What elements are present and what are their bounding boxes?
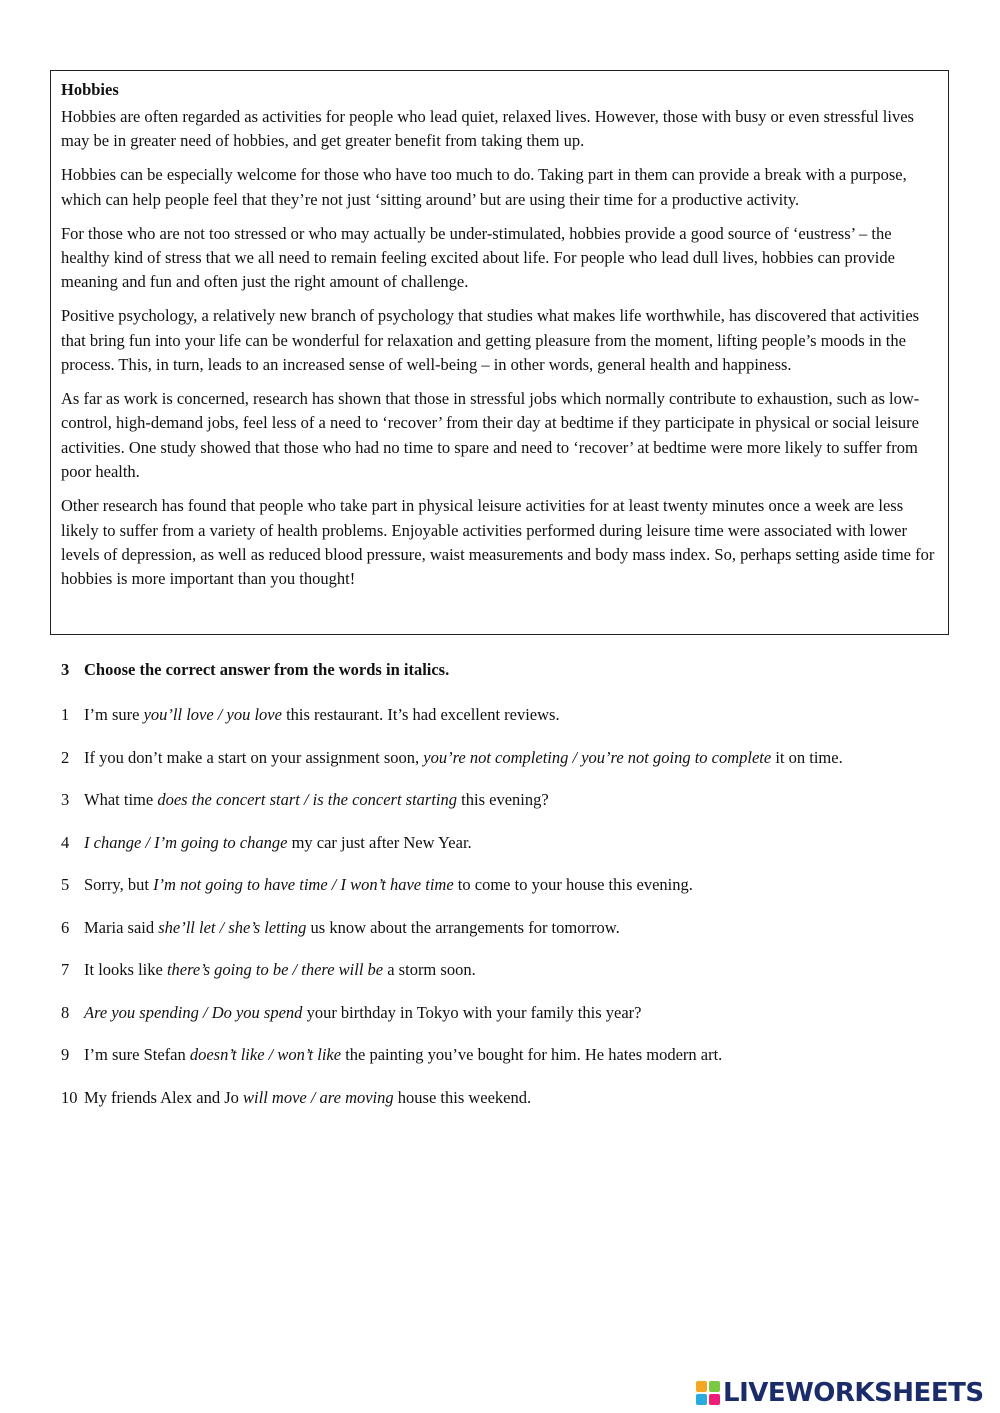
question-text-before: Sorry, but xyxy=(84,875,154,894)
question-options[interactable]: you’re not completing / you’re not going to complete xyxy=(423,747,772,767)
question-text-after: the painting you’ve bought for him. He hates modern art. xyxy=(341,1045,723,1064)
reading-paragraph-6: Other research has found that people who take part in physical leisure activities for at least twenty minutes once a week are less likely to suffer from a variety of health problems. Enjoyable activities performed during leisure time were associated with lower levels of depression, as well as reduced blood pressure, waist measurements and body mass index. So, perhaps setting aside time for hobbies is more important than you thought! xyxy=(61,496,935,589)
question-number: 2 xyxy=(61,747,70,767)
logo-square-3 xyxy=(696,1394,707,1405)
question-number: 3 xyxy=(61,790,70,809)
question-options[interactable]: I change / I’m going to change xyxy=(84,832,288,852)
question-options[interactable]: I’m not going to have time / I won’t have time xyxy=(153,875,454,894)
reading-paragraph-2: Hobbies can be especially welcome for those who have too much to do. Taking part in them can provide a break with a purpose, which can help people feel that they’re not just ‘sitting around’ but are using their time for a productive activity. xyxy=(61,165,907,209)
exercise-number: 3 xyxy=(61,660,70,679)
logo-square-1 xyxy=(696,1381,707,1392)
question-item xyxy=(61,958,961,1001)
question-item xyxy=(61,1001,961,1044)
question-options[interactable]: there’s going to be / there will be xyxy=(166,960,384,979)
question-text-before: I’m sure Stefan xyxy=(84,1045,190,1064)
question-text-before: If you don’t make a start on your assignment soon, xyxy=(84,747,424,767)
reading-paragraph-1: Hobbies are often regarded as activities for people who lead quiet, relaxed lives. However, those with busy or even stressful lives may be in greater need of hobbies, and get greater benefit from taking them up. xyxy=(61,107,914,151)
liveworksheets-logo xyxy=(696,1378,984,1408)
question-text-after: a storm soon. xyxy=(383,960,476,979)
reading-passage-box xyxy=(50,70,949,635)
question-text-after: us know about the arrangements for tomorrow. xyxy=(306,917,620,937)
question-options[interactable]: will move / are moving xyxy=(243,1087,394,1107)
question-text-after: this restaurant. It’s had excellent reviews. xyxy=(281,705,560,724)
question-text-after: it on time. xyxy=(771,747,843,767)
question-text-after: my car just after New Year. xyxy=(287,832,472,852)
logo-square-4 xyxy=(709,1394,720,1405)
question-text-before: What time xyxy=(84,790,158,809)
question-text-after: this evening? xyxy=(457,790,549,809)
question-text-after: house this weekend. xyxy=(393,1087,532,1107)
question-item xyxy=(61,703,961,746)
liveworksheets-logo-icon xyxy=(696,1381,720,1405)
liveworksheets-wordmark: LIVEWORKSHEETS xyxy=(723,1378,984,1408)
exercise-instructions xyxy=(61,658,449,682)
question-item xyxy=(61,873,961,916)
question-number: 4 xyxy=(61,832,70,852)
exercise-instruction-text: Choose the correct answer from the words in italics. xyxy=(84,660,450,679)
question-item xyxy=(61,831,961,874)
question-text-before: My friends Alex and Jo xyxy=(84,1087,244,1107)
reading-paragraph-3: For those who are not too stressed or who may actually be under-stimulated, hobbies provide a good source of ‘eustress’ – the healthy kind of stress that we all need to remain feeling excited about life. For people who lead dull lives, hobbies can provide meaning and fun and often just the right amount of challenge. xyxy=(61,223,895,292)
question-item xyxy=(61,1086,961,1129)
reading-paragraph-5: As far as work is concerned, research has shown that those in stressful jobs which normally contribute to exhaustion, such as low-control, high-demand jobs, feel less of a need to ‘recover’ from their day at bedtime if they participate in physical or social leisure activities. One study showed that those who had no time to spare and need to ‘recover’ at bedtime were more likely to suffer from poor health. xyxy=(61,389,920,482)
question-text-before: Maria said xyxy=(84,917,159,937)
question-number: 7 xyxy=(61,960,70,979)
question-number: 5 xyxy=(61,875,70,894)
question-options[interactable]: Are you spending / Do you spend xyxy=(84,1002,303,1022)
logo-square-2 xyxy=(709,1381,720,1392)
question-text-after: to come to your house this evening. xyxy=(453,875,693,894)
question-options[interactable]: she’ll let / she’s letting xyxy=(158,917,307,937)
question-list xyxy=(61,703,961,1128)
question-text-before: It looks like xyxy=(84,960,167,979)
question-text-before: I’m sure xyxy=(84,705,144,724)
question-options[interactable]: does the concert start / is the concert starting xyxy=(157,790,458,809)
question-options[interactable]: you’ll love / you love xyxy=(143,705,282,724)
question-number: 8 xyxy=(61,1002,70,1022)
question-number: 6 xyxy=(61,917,70,937)
question-number: 10 xyxy=(61,1087,78,1107)
question-item xyxy=(61,1043,961,1086)
reading-title: Hobbies xyxy=(61,80,119,99)
reading-paragraph-4: Positive psychology, a relatively new branch of psychology that studies what makes life worthwhile, has discovered that activities that bring fun into your life can be wonderful for relaxation and getting pleasure from the moment, lifting people’s moods in the process. This, in turn, leads to an increased sense of well-being – in other words, general health and happiness. xyxy=(61,306,920,375)
question-item xyxy=(61,916,961,959)
question-number: 1 xyxy=(61,705,70,724)
question-item xyxy=(61,746,961,789)
question-item xyxy=(61,788,961,831)
question-options[interactable]: doesn’t like / won’t like xyxy=(189,1045,342,1064)
question-text-after: your birthday in Tokyo with your family this year? xyxy=(302,1002,642,1022)
question-number: 9 xyxy=(61,1045,70,1064)
